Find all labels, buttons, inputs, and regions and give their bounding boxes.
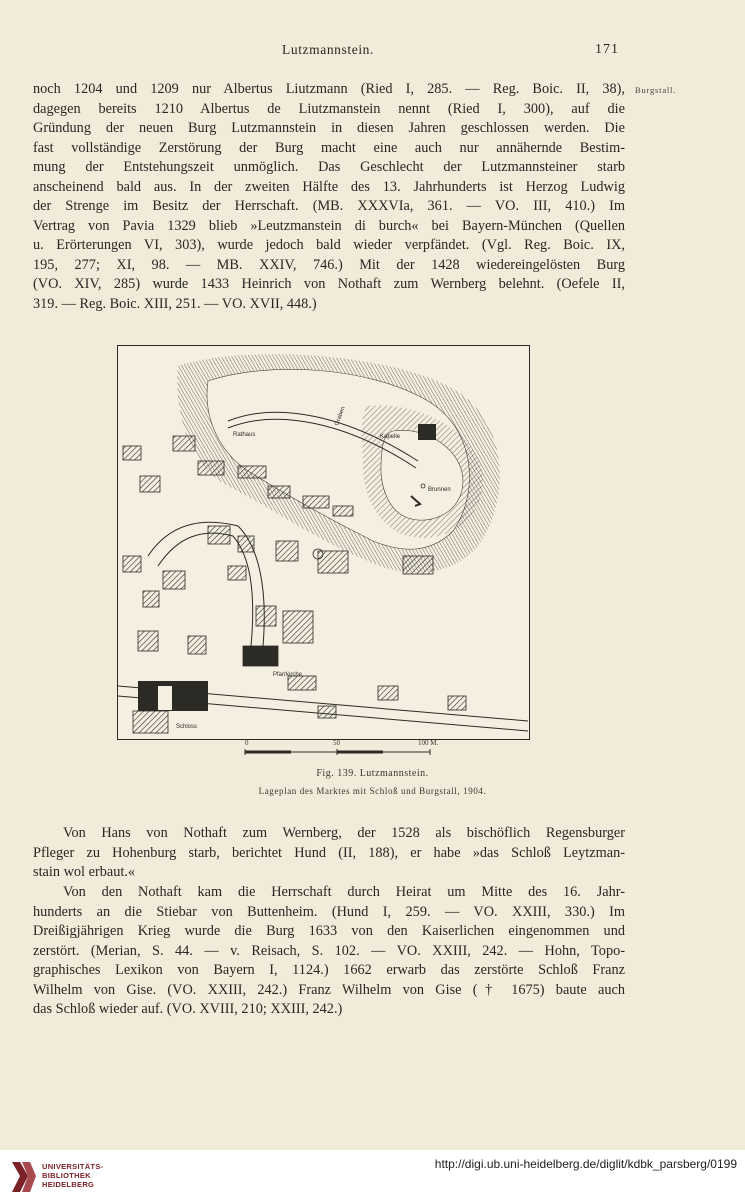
text-line: 319. — Reg. Boic. XIII, 251. — VO. XVII, 448.) <box>33 295 317 312</box>
text-line: Von den Nothaft kam die Herrschaft durch Heirat um Mitte des 16. Jahr- <box>63 884 625 900</box>
text-line: (VO. XIV, 285) wurde 1433 Heinrich von Nothaft zum Wernberg belehnt. (Oefele II, <box>33 276 625 292</box>
text-line: noch 1204 und 1209 nur Albertus Liutzmann (Ried I, 285. — Reg. Boic. II, 38), <box>33 81 625 97</box>
text-line: stain wol erbaut.« <box>33 864 136 880</box>
text-line: Wilhelm von Gise. (VO. XXIII, 242.) Franz Wilhelm von Gise († 1675) baute auch <box>33 981 625 998</box>
source-url-link[interactable]: http://digi.ub.uni-heidelberg.de/diglit/kdbk_parsberg/0199 <box>434 1157 737 1171</box>
figure-caption-subtitle: Lageplan des Marktes mit Schloß und Burgstall, 1904. <box>258 786 487 796</box>
text-line: Vertrag von Pavia 1329 blieb »Leutzmanstein di burch« bei Bayern-München (Quellen <box>33 217 625 234</box>
scale-mid: 50 <box>333 739 340 747</box>
label-kapelle: Kapelle <box>380 434 401 440</box>
university-library-logo-icon <box>8 1158 38 1196</box>
text-line: fast vollständige Zerstörung der Burg macht eine auch nur annähernde Bestim- <box>33 139 625 156</box>
scale-end: 100 M. <box>418 739 439 747</box>
text-line: Pfleger zu Hohenburg starb, berichtet Hund (II, 188), er habe »das Schloß Leytzman- <box>33 844 625 861</box>
university-library-name: UNIVERSITÄTS- BIBLIOTHEK HEIDELBERG <box>42 1162 104 1189</box>
text-line: der Strenge im Besitz der Herrschaft. (MB. XXXVIa, 361. — VO. III, 410.) Im <box>33 198 625 214</box>
text-line: Von Hans von Nothaft zum Wernberg, der 1528 als bischöflich Regensburger <box>63 825 625 841</box>
text-line: dagegen bereits 1210 Albertus de Liutzmanstein nennt (Ried I, 300), auf die <box>33 100 625 117</box>
label-brunnen: Brunnen <box>428 487 451 493</box>
paragraph-2 <box>33 824 625 883</box>
text-line: hunderts an die Stiebar von Buttenheim. (Hund I, 259. — VO. XXIII, 330.) Im <box>33 903 625 920</box>
text-line: Dreißigjährigen Krieg wurde die Burg 1633 von den Kaiserlichen eingenommen und <box>33 923 625 939</box>
text-line: 195, 277; XI, 98. — MB. XXIV, 746.) Mit der 1428 wiedereingelösten Burg <box>33 256 625 273</box>
text-line: mung der Entstehungszeit unmöglich. Das Geschlecht der Lutzmannsteiner starb <box>33 159 625 175</box>
figure-caption-title: Fig. 139. Lutzmannstein. <box>316 768 429 779</box>
label-schloss: Schloss <box>176 724 198 730</box>
text-line: graphisches Lexikon von Bayern I, 1124.) 1662 erwarb das zerstörte Schloß Franz <box>33 962 625 978</box>
margin-note: Burgstall. <box>635 85 677 95</box>
kapelle-building <box>418 424 436 440</box>
paragraph-3 <box>33 883 625 1020</box>
label-graben: Graben <box>334 405 347 427</box>
running-title: Lutzmannstein. <box>282 42 375 57</box>
label-rathaus: Rathaus <box>233 432 256 438</box>
paragraph-1 <box>33 80 625 314</box>
viewer-footer <box>0 1150 745 1202</box>
text-line: anscheinend bald aus. In der zweiten Hälfte des 13. Jahrhunderts ist Herzog Ludwig <box>33 178 625 195</box>
map-scale-bar <box>240 739 440 758</box>
site-plan-map <box>118 346 528 738</box>
site-plan-figure <box>117 345 530 740</box>
scale-start: 0 <box>245 739 249 747</box>
text-line: zerstört. (Merian, S. 44. — v. Reisach, S. 102. — VO. XXIII, 242. — Hohn, Topo- <box>33 942 625 959</box>
text-line: u. Erörterungen VI, 303), wurde jedoch bald wieder verpfändet. (Vgl. Reg. Boic. IX, <box>33 237 625 253</box>
text-line: Gründung der neuen Burg Lutzmannstein in diesen Jahren geschlossen werden. Die <box>33 120 625 136</box>
text-line: das Schloß wieder auf. (VO. XVIII, 210; XXIII, 242.) <box>33 1001 343 1017</box>
page-number: 171 <box>595 42 619 57</box>
label-pfarrkirche: Pfarrkirche <box>273 672 303 678</box>
running-head <box>0 42 745 62</box>
